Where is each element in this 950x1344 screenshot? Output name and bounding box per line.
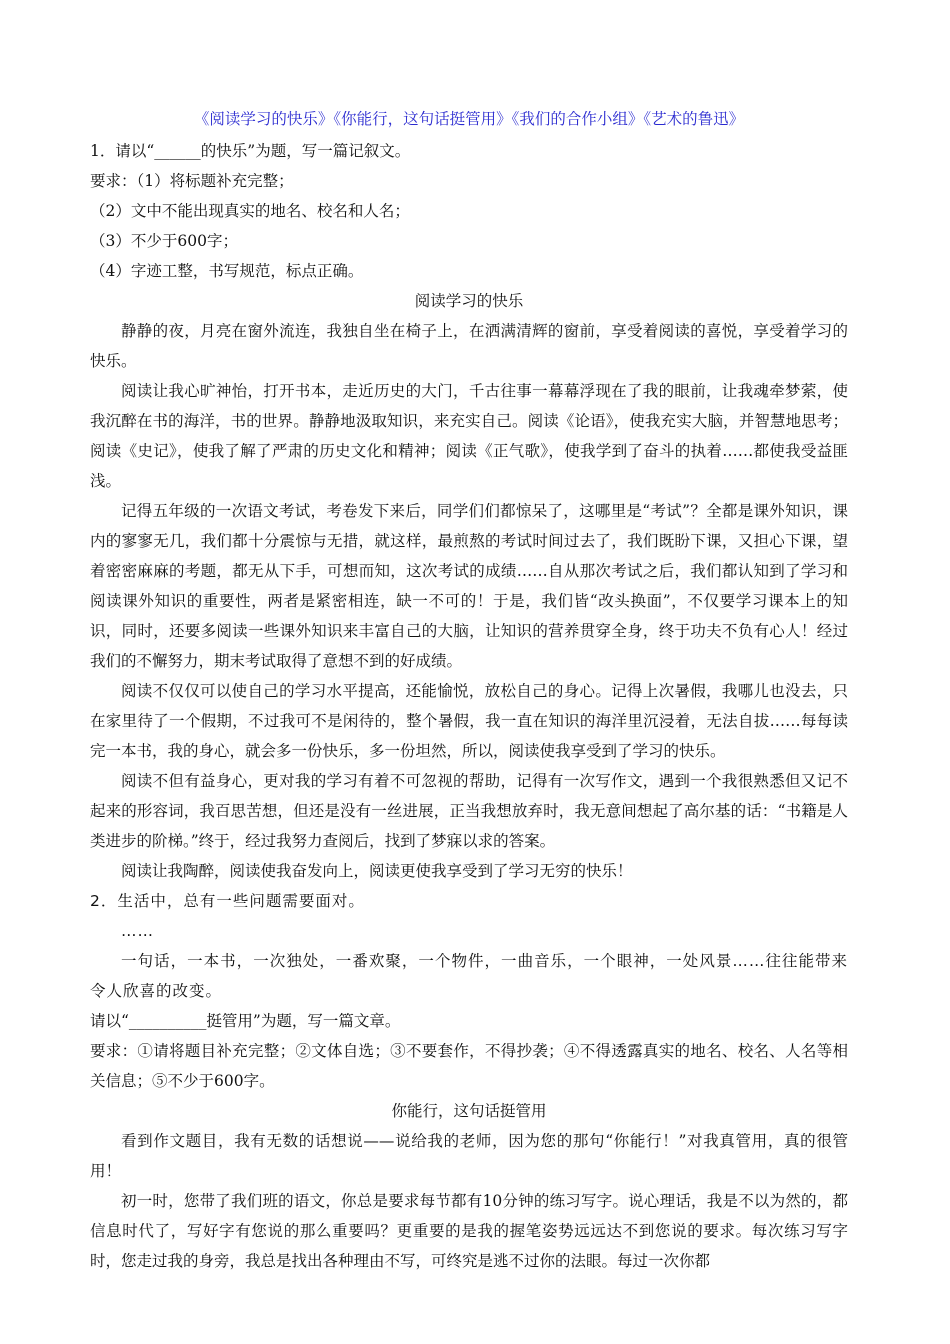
header-title-list: 《阅读学习的快乐》《你能行，这句话挺管用》《我们的合作小组》《艺术的鲁迅》 bbox=[193, 109, 745, 128]
q1-requirement-3: （3）不少于600字； bbox=[90, 231, 238, 250]
essay1-paragraph-1: 静静的夜，月亮在窗外流连，我独自坐在椅子上，在洒满清辉的窗前，享受着阅读的喜悦，享受着学习的快乐。 bbox=[90, 321, 848, 370]
essay1-paragraph-3: 记得五年级的一次语文考试，考卷发下来后，同学们们都惊呆了，这哪里是“考试”？全都是课外知识，课内的寥寥无几，我们都十分震惊与无措，就这样，最煎熬的考试时间过去了，我们既盼下课，又担心下课，望着密密麻麻的考题，都无从下手，可想而知，这次考试的成绩……自从那次考试之后，我们都认知到了学习和阅读课外知识的重要性，两者是紧密相连，缺一不可的！于是，我们皆“改头换面”，不仅要学习课本上的知识，同时，还要多阅读一些课外知识来丰富自己的大脑，让知识的营养贯穿全身，终于功夫不负有心人！经过我们的不懈努力，期末考试取得了意想不到的好成绩。 bbox=[90, 501, 848, 670]
q1-requirement-2: （2）文中不能出现真实的地名、校名和人名； bbox=[90, 201, 410, 220]
q2-material bbox=[90, 886, 848, 1006]
essay2-title: 你能行，这句话挺管用 bbox=[391, 1101, 547, 1120]
q2-prompt: 请以“__________挺管用”为题，写一篇文章。 bbox=[90, 1011, 401, 1030]
q2-requirements: 要求：①请将题目补充完整；②文体自选；③不要套作，不得抄袭；④不得透露真实的地名、校名、人名等相关信息；⑤不少于600字。 bbox=[90, 1041, 848, 1090]
essay1-paragraph-5: 阅读不但有益身心，更对我的学习有着不可忽视的帮助，记得有一次写作文，遇到一个我很熟悉但又记不起来的形容词，我百思苦想，但还是没有一丝进展，正当我想放弃时，我无意间想起了高尔基的话：“书籍是人类进步的阶梯。”终于，经过我努力查阅后，找到了梦寐以求的答案。 bbox=[90, 771, 848, 850]
document-page bbox=[90, 88, 848, 1276]
q1-prompt: 1．请以“______的快乐”为题，写一篇记叙文。 bbox=[90, 141, 411, 160]
q1-requirement-4: （4）字迹工整，书写规范，标点正确。 bbox=[90, 261, 364, 280]
q2-intro: 2．生活中，总有一些问题需要面对。 bbox=[90, 891, 365, 910]
essay2-paragraph-1: 看到作文题目，我有无数的话想说——说给我的老师，因为您的那句“你能行！”对我真管用，真的很管用！ bbox=[90, 1131, 848, 1180]
essay1-title: 阅读学习的快乐 bbox=[414, 291, 524, 310]
q2-ellipsis: …… bbox=[121, 921, 154, 940]
q2-body: 一句话，一本书，一次独处，一番欢聚，一个物件，一曲音乐，一个眼神，一处风景……往往能带来令人欣喜的改变。 bbox=[90, 951, 848, 1000]
q1-requirement-1: 要求：（1）将标题补充完整； bbox=[90, 171, 294, 190]
essay1-paragraph-2: 阅读让我心旷神怡，打开书本，走近历史的大门，千古往事一幕幕浮现在了我的眼前，让我魂牵梦萦，使我沉醉在书的海洋，书的世界。静静地汲取知识，来充实自己。阅读《论语》，使我充实大脑，并智慧地思考；阅读《史记》，使我了解了严肃的历史文化和精神；阅读《正气歌》，使我学到了奋斗的执着……都使我受益匪浅。 bbox=[90, 381, 848, 490]
essay1-paragraph-4: 阅读不仅仅可以使自己的学习水平提高，还能愉悦，放松自己的身心。记得上次暑假，我哪儿也没去，只在家里待了一个假期，不过我可不是闲待的，整个暑假，我一直在知识的海洋里沉浸着，无法自拔……每每读完一本书，我的身心，就会多一份快乐，多一份坦然，所以，阅读使我享受到了学习的快乐。 bbox=[90, 681, 848, 760]
essay1-paragraph-6: 阅读让我陶醉，阅读使我奋发向上，阅读更使我享受到了学习无穷的快乐！ bbox=[121, 861, 633, 880]
essay2-paragraph-2: 初一时，您带了我们班的语文，你总是要求每节都有10分钟的练习写字。说心理话，我是不以为然的，都信息时代了，写好字有您说的那么重要吗？更重要的是我的握笔姿势远远达不到您说的要求。每次练习写字时，您走过我的身旁，我总是找出各种理由不写，可终究是逃不过你的法眼。每过一次你都 bbox=[90, 1191, 848, 1270]
